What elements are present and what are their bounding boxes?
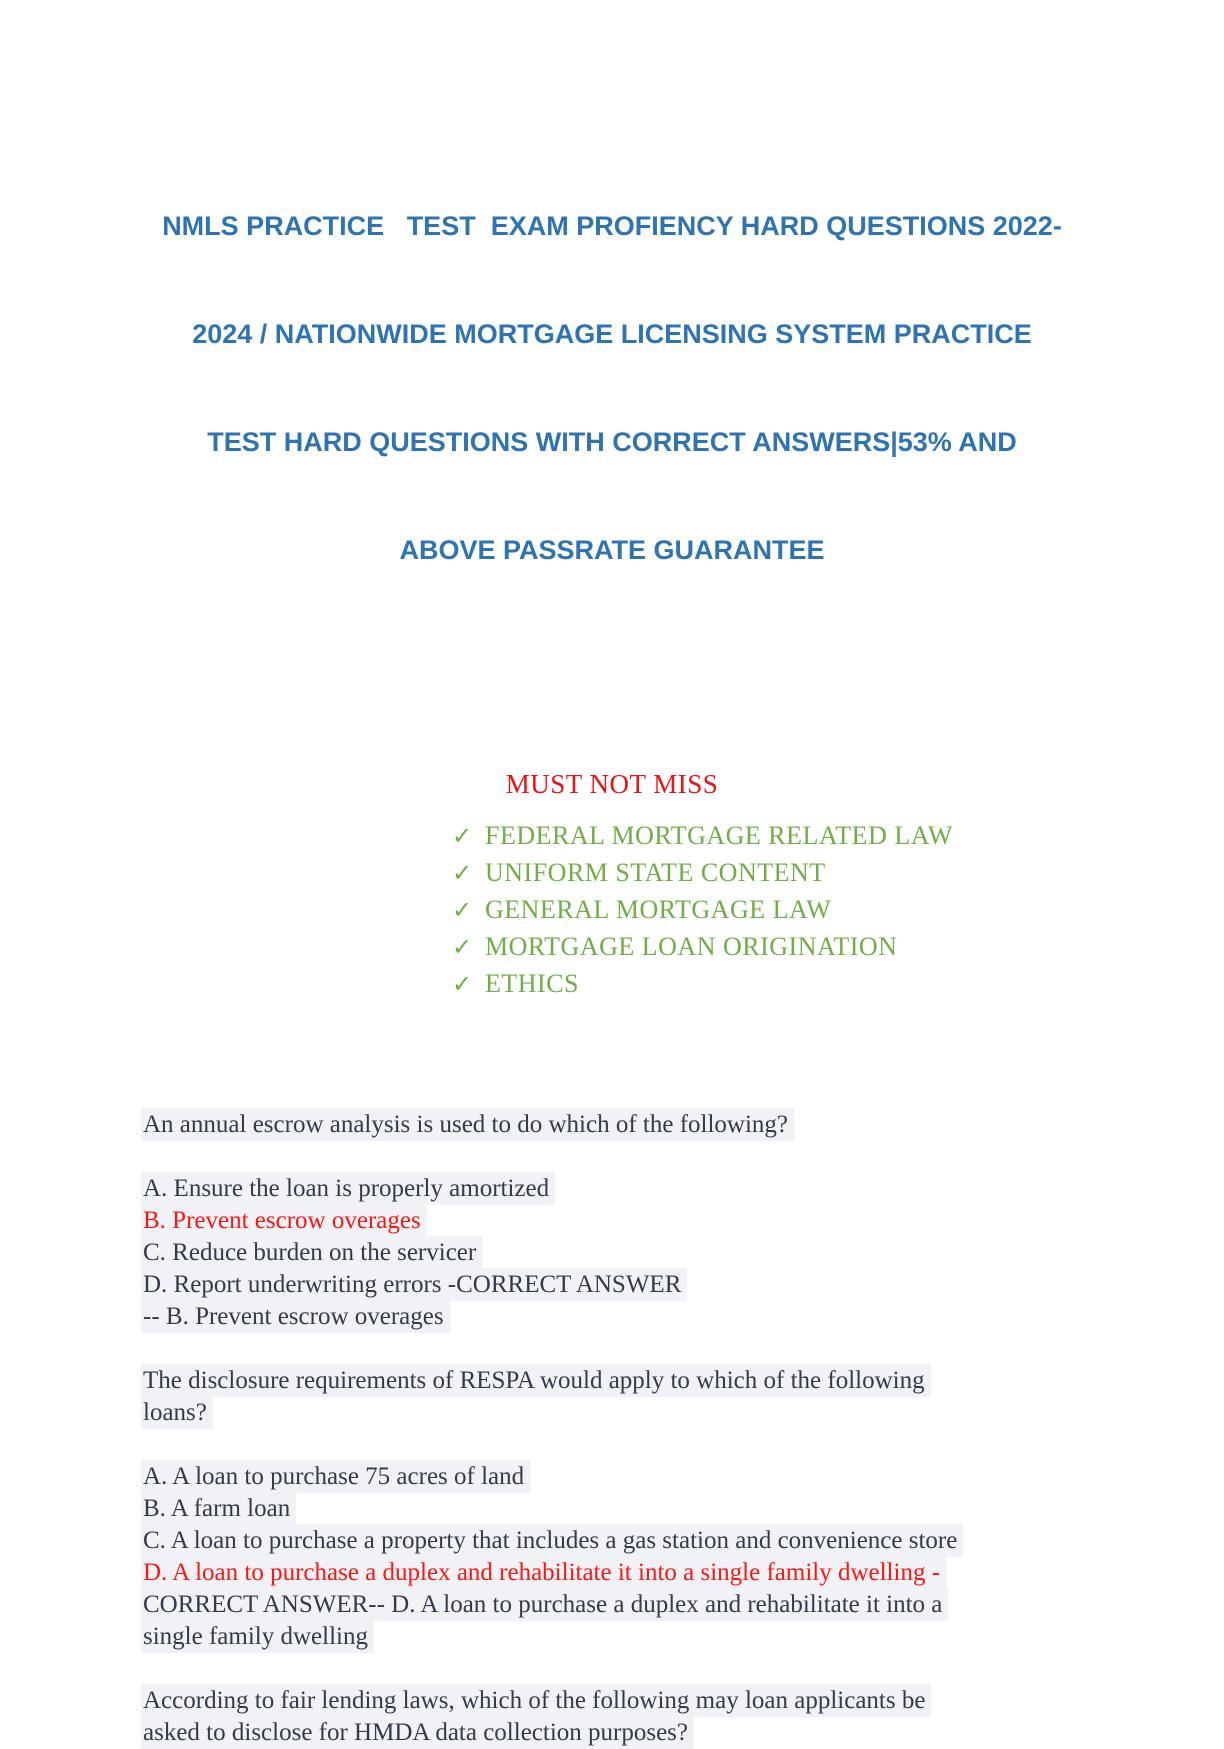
topics-checklist bbox=[452, 818, 1224, 1003]
text-line bbox=[143, 1717, 1081, 1749]
highlighted-text: According to fair lending laws, which of the following may loan applicants be bbox=[141, 1684, 931, 1717]
must-not-miss-heading: MUST NOT MISS bbox=[505, 769, 719, 799]
title-line: ABOVE PASSRATE GUARANTEE bbox=[399, 535, 825, 565]
checkmark-icon: ✓ bbox=[452, 972, 473, 998]
document-title bbox=[143, 136, 1081, 640]
text-line bbox=[143, 1525, 1081, 1557]
highlighted-text: An annual escrow analysis is used to do which of the following? bbox=[141, 1108, 794, 1141]
highlighted-text: B. A farm loan bbox=[141, 1492, 296, 1525]
checklist-item bbox=[452, 929, 1224, 966]
text-line bbox=[143, 1493, 1081, 1525]
checklist-item-label: GENERAL MORTGAGE LAW bbox=[485, 895, 832, 924]
text-line bbox=[143, 1173, 1081, 1205]
title-line: NMLS PRACTICE TEST EXAM PROFIENCY HARD QUESTIONS 2022- bbox=[162, 211, 1062, 241]
blank-line bbox=[143, 1333, 1081, 1365]
checkmark-icon: ✓ bbox=[452, 898, 473, 924]
checklist-item-label: ETHICS bbox=[485, 969, 579, 998]
text-line bbox=[143, 1365, 1081, 1397]
text-line bbox=[143, 1621, 1081, 1653]
highlighted-text: A. A loan to purchase 75 acres of land bbox=[141, 1460, 530, 1493]
checklist-item bbox=[452, 818, 1224, 855]
checkmark-icon: ✓ bbox=[452, 824, 473, 850]
text-line bbox=[143, 1557, 1081, 1589]
checklist-item-label: UNIFORM STATE CONTENT bbox=[485, 858, 826, 887]
highlighted-text: CORRECT ANSWER-- D. A loan to purchase a duplex and rehabilitate it into a bbox=[141, 1588, 948, 1621]
highlighted-text: C. Reduce burden on the servicer bbox=[141, 1236, 482, 1269]
checklist-item-label: MORTGAGE LOAN ORIGINATION bbox=[485, 932, 898, 961]
text-line bbox=[143, 1589, 1081, 1621]
highlighted-text: loans? bbox=[141, 1396, 213, 1429]
highlighted-red-text: D. A loan to purchase a duplex and rehabilitate it into a single family dwelling - bbox=[141, 1556, 946, 1589]
highlighted-text: The disclosure requirements of RESPA would apply to which of the following bbox=[141, 1364, 931, 1397]
highlighted-red-text: B. Prevent escrow overages bbox=[141, 1204, 427, 1237]
text-line bbox=[143, 1461, 1081, 1493]
text-line bbox=[143, 1397, 1081, 1429]
checkmark-icon: ✓ bbox=[452, 935, 473, 961]
highlighted-text: A. Ensure the loan is properly amortized bbox=[141, 1172, 555, 1205]
text-line bbox=[143, 1205, 1081, 1237]
highlighted-text: C. A loan to purchase a property that includes a gas station and convenience store bbox=[141, 1524, 963, 1557]
text-line bbox=[143, 1237, 1081, 1269]
title-line: 2024 / NATIONWIDE MORTGAGE LICENSING SYSTEM PRACTICE bbox=[192, 319, 1032, 349]
text-line bbox=[143, 1301, 1081, 1333]
title-line: TEST HARD QUESTIONS WITH CORRECT ANSWERS|53% AND bbox=[207, 427, 1017, 457]
checklist-item bbox=[452, 892, 1224, 929]
highlighted-text: asked to disclose for HMDA data collection purposes? bbox=[141, 1716, 694, 1749]
checklist-item-label: FEDERAL MORTGAGE RELATED LAW bbox=[485, 821, 953, 850]
blank-line bbox=[143, 1141, 1081, 1173]
text-line bbox=[143, 1109, 1081, 1141]
document-page bbox=[0, 136, 1224, 1746]
blank-line bbox=[143, 1429, 1081, 1461]
text-line bbox=[143, 1685, 1081, 1717]
checkmark-icon: ✓ bbox=[452, 861, 473, 887]
blank-line bbox=[143, 1653, 1081, 1685]
checklist-item bbox=[452, 855, 1224, 892]
highlighted-text: -- B. Prevent escrow overages bbox=[141, 1300, 450, 1333]
questions-section bbox=[143, 1109, 1081, 1749]
text-line bbox=[143, 1269, 1081, 1301]
checklist-item bbox=[452, 966, 1224, 1003]
highlighted-text: single family dwelling bbox=[141, 1620, 374, 1653]
highlighted-text: D. Report underwriting errors -CORRECT ANSWER bbox=[141, 1268, 687, 1301]
